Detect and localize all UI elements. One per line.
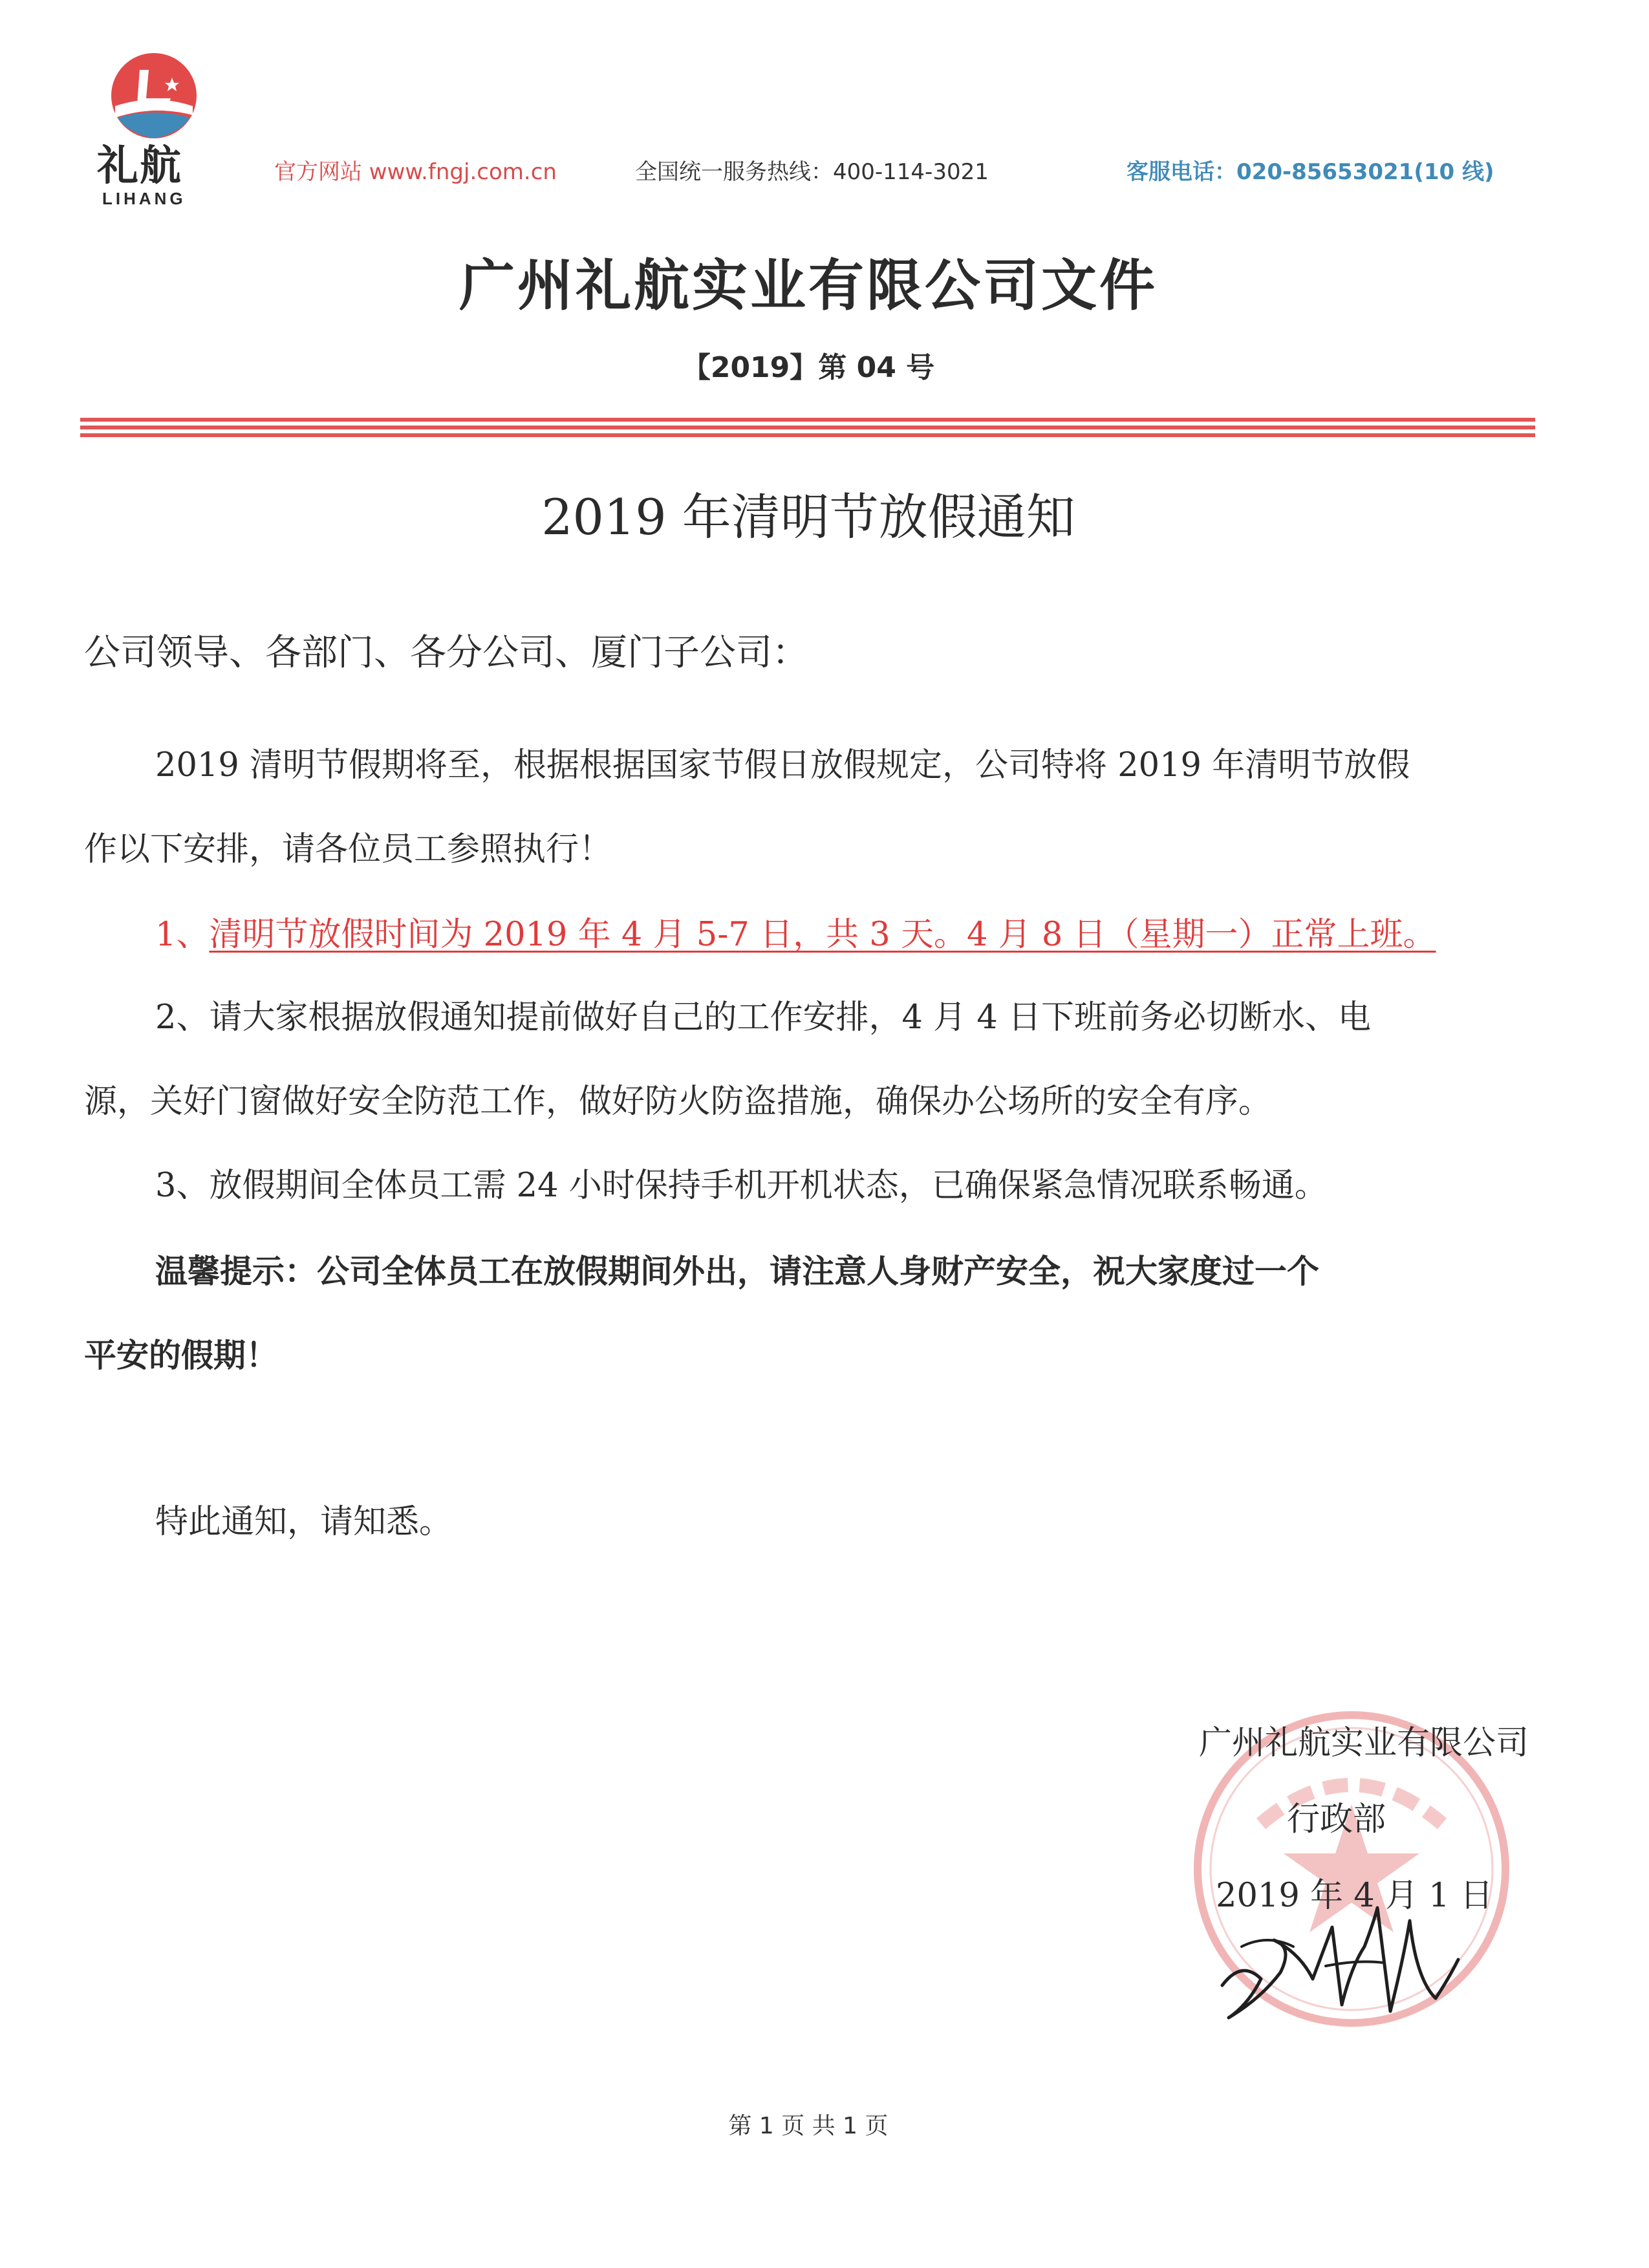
item-number: 1、 (155, 916, 210, 954)
logo-chinese-name: 礼航 (97, 142, 182, 190)
service-phone: 客服电话：020-85653021(10 线) (1126, 159, 1494, 185)
document-number: 【2019】第 04 号 (682, 351, 935, 384)
website-link[interactable]: 官方网站 www.fngj.com.cn (274, 159, 557, 185)
safety-tip-line: 温馨提示：公司全体员工在放假期间外出，请注意人身财产安全，祝大家度过一个 (155, 1253, 1319, 1290)
header-rule (80, 433, 1535, 437)
signature-date: 2019 年 4 月 1 日 (1216, 1877, 1493, 1915)
signature-department: 行政部 (1287, 1800, 1386, 1839)
company-logo (109, 50, 199, 141)
document-company-title: 广州礼航实业有限公司文件 (459, 253, 1158, 318)
work-arrangement-line: 2、请大家根据放假通知提前做好自己的工作安排，4 月 4 日下班前务必切断水、电 (155, 999, 1371, 1037)
notice-title: 2019 年清明节放假通知 (541, 488, 1075, 546)
header-rule (80, 418, 1535, 422)
handwritten-signature (1203, 1850, 1474, 2044)
hotline-number: 全国统一服务热线：400-114-3021 (635, 159, 989, 185)
page-footer: 第 1 页 共 1 页 (728, 2113, 889, 2139)
salutation: 公司领导、各部门、各分公司、厦门子公司： (84, 632, 808, 674)
intro-paragraph-line: 作以下安排，请各位员工参照执行！ (84, 830, 612, 869)
intro-paragraph-line: 2019 清明节假期将至，根据根据国家节假日放假规定，公司特将 2019 年清明节放假 (155, 746, 1410, 784)
signature-company: 广州礼航实业有限公司 (1198, 1724, 1529, 1762)
safety-tip-line: 平安的假期！ (84, 1337, 278, 1374)
logo-english-name: LIHANG (102, 189, 186, 208)
holiday-schedule-item (155, 914, 1436, 956)
closing-remark: 特此通知，请知悉。 (155, 1503, 453, 1541)
header-rule (80, 426, 1535, 429)
holiday-schedule-text: 清明节放假时间为 2019 年 4 月 5-7 日，共 3 天。4 月 8 日（星期一）正常上班。 (209, 916, 1436, 954)
work-arrangement-line: 源，关好门窗做好安全防范工作，做好防火防盗措施，确保办公场所的安全有序。 (84, 1083, 1272, 1121)
phone-contact-item: 3、放假期间全体员工需 24 小时保持手机开机状态，已确保紧急情况联系畅通。 (155, 1167, 1328, 1205)
